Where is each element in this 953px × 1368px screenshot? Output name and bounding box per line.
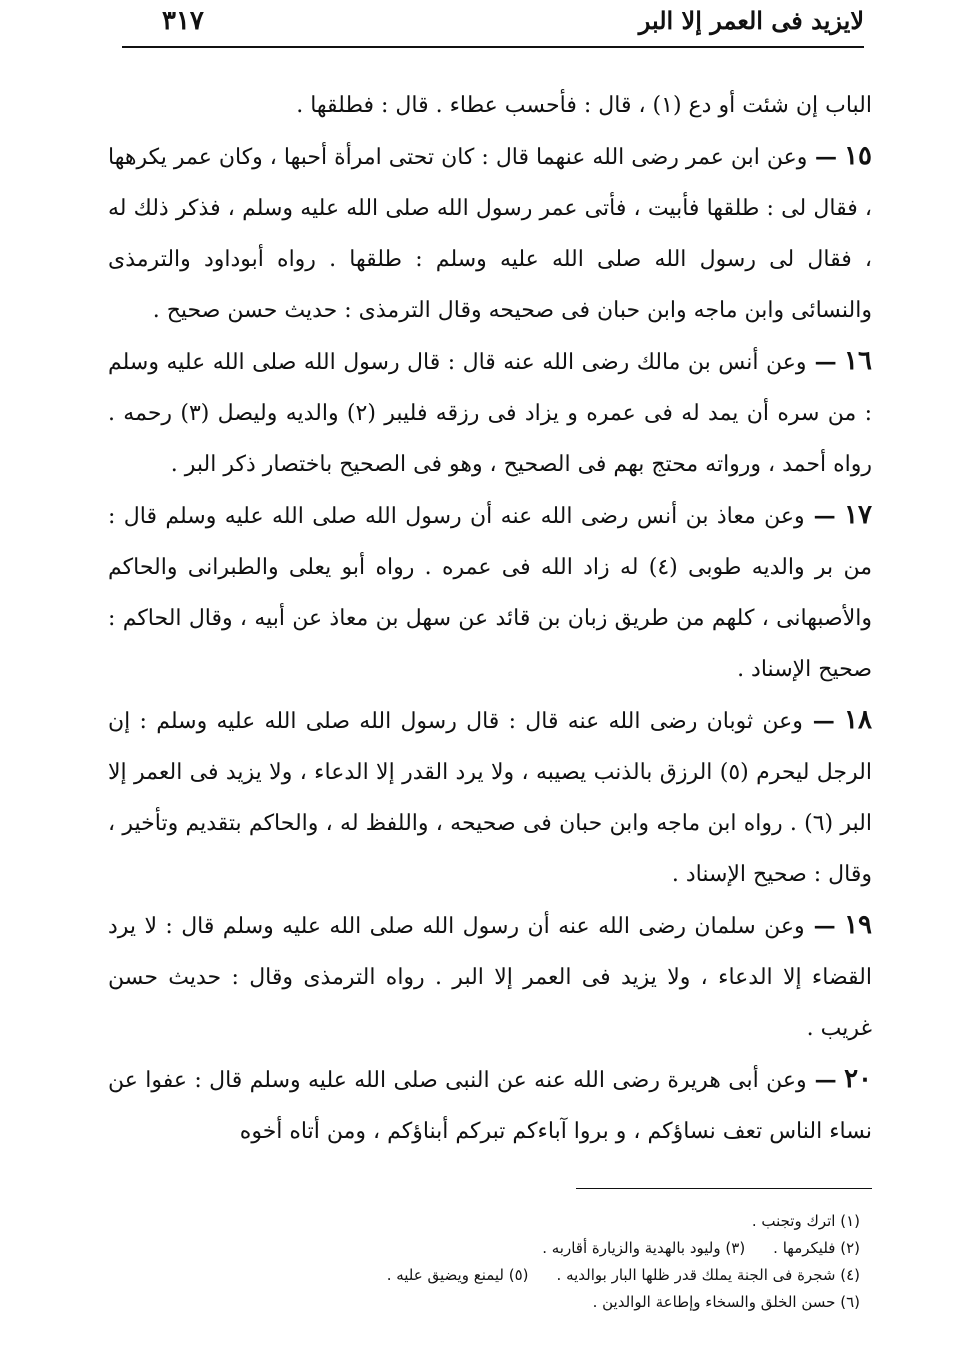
hadith-text: وعن أبى هريرة رضى الله عنه عن النبى صلى الله عليه وسلم قال : عفوا عن نساء الناس تعف نساؤكم ، و بروا آباءكم تبركم أبناؤكم ، ومن أتاه أخوه (108, 1068, 872, 1144)
hadith-number: ١٧ (844, 500, 872, 530)
hadith-paragraph (108, 695, 872, 900)
footnotes (220, 1208, 860, 1316)
footnote: (٢) فليكرمها . (773, 1239, 860, 1257)
footnote: (٥) ليمنع ويضيق عليه . (386, 1266, 529, 1284)
footnote-line (220, 1208, 860, 1235)
footnote: (١) اترك وتجنب . (751, 1212, 860, 1230)
hadith-number: ٢٠ (844, 1064, 872, 1094)
footnote-line (220, 1235, 860, 1262)
hadith-dash: — (806, 1067, 837, 1093)
running-title: لايزيد فى العمر إلا البر (638, 6, 864, 35)
footnote: (٦) حسن الخلق والسخاء وإطاعة الوالدين . (592, 1293, 860, 1311)
hadith-text: وعن سلمان رضى الله عنه أن رسول الله صلى الله عليه وسلم قال : لا يرد القضاء إلا الدعاء ، ولا يزيد فى العمر إلا البر . رواه الترمذى وقال : حديث حسن غريب . (108, 914, 872, 1041)
hadith-dash: — (804, 503, 836, 529)
footnote-line (220, 1289, 860, 1316)
hadith-dash: — (806, 349, 837, 375)
footnote: (٣) وليود بالهدية والزيارة أقاربه . (542, 1239, 746, 1257)
hadith-paragraph (108, 1054, 872, 1157)
intro-paragraph: الباب إن شئت أو دع (١) ، قال : فأحسب عطاء . قال : فطلقها . (296, 93, 872, 118)
hadith-number: ١٩ (844, 910, 872, 940)
footnote-line (220, 1262, 860, 1289)
footnote: (٤) شجرة فى الجنة يملك قدر ظلها البار بوالديه . (556, 1266, 860, 1284)
hadith-dash: — (807, 144, 838, 170)
page-header (122, 2, 864, 44)
hadith-number: ١٦ (844, 346, 872, 376)
hadith-paragraph (108, 900, 872, 1054)
hadith-text: وعن ابن عمر رضى الله عنهما قال : كان تحتى امرأة أحبها ، وكان عمر يكرهها ، فقال لى : طلقها فأبيت ، فأتى عمر رسول الله صلى الله عليه وسلم ، فذكر ذلك له ، فقال لى رسول الله صلى الله عليه وسلم : طلقها . رواه أبوداود والترمذى والنسائى وابن ماجه وابن حبان فى صحيحه وقال الترمذى : حديث حسن صحيح . (108, 145, 872, 323)
hadith-number: ١٨ (844, 705, 872, 735)
hadith-number: ١٥ (844, 141, 872, 171)
header-rule (122, 46, 864, 48)
hadith-text: وعن ثوبان رضى الله عنه قال : قال رسول الله صلى الله عليه وسلم : إن الرجل ليحرم (٥) الرزق بالذنب يصيبه ، ولا يرد القدر إلا الدعاء ، ولا يزيد فى العمر إلا البر (٦) . رواه ابن ماجه وابن حبان فى صحيحه ، واللفظ له ، والحاكم بتقديم وتأخير ، وقال : صحيح الإسناد . (108, 709, 872, 887)
footnote-rule (576, 1188, 872, 1189)
hadith-paragraph (108, 131, 872, 336)
hadith-dash: — (802, 708, 835, 734)
hadith-paragraph (108, 490, 872, 695)
hadith-paragraph (108, 336, 872, 490)
main-text (108, 80, 872, 1157)
hadith-dash: — (804, 913, 836, 939)
hadith-text: وعن أنس بن مالك رضى الله عنه قال : قال رسول الله صلى الله عليه وسلم : من سره أن يمد له فى عمره و يزاد فى رزقه فليبر (٢) والديه وليصل (٣) رحمه . رواه أحمد ، ورواته محتج بهم فى الصحيح ، وهو فى الصحيح باختصار ذكر البر . (108, 350, 872, 477)
hadith-text: وعن معاذ بن أنس رضى الله عنه أن رسول الله صلى الله عليه وسلم قال : من بر والديه طوبى (٤) له زاد الله فى عمره . رواه أبو يعلى والطبرانى والحاكم والأصبهانى ، كلهم من طريق زبان بن قائد عن سهل بن معاذ عن أبيه ، وقال الحاكم : صحيح الإسناد . (108, 504, 872, 682)
page-number: ٣١٧ (162, 6, 204, 36)
